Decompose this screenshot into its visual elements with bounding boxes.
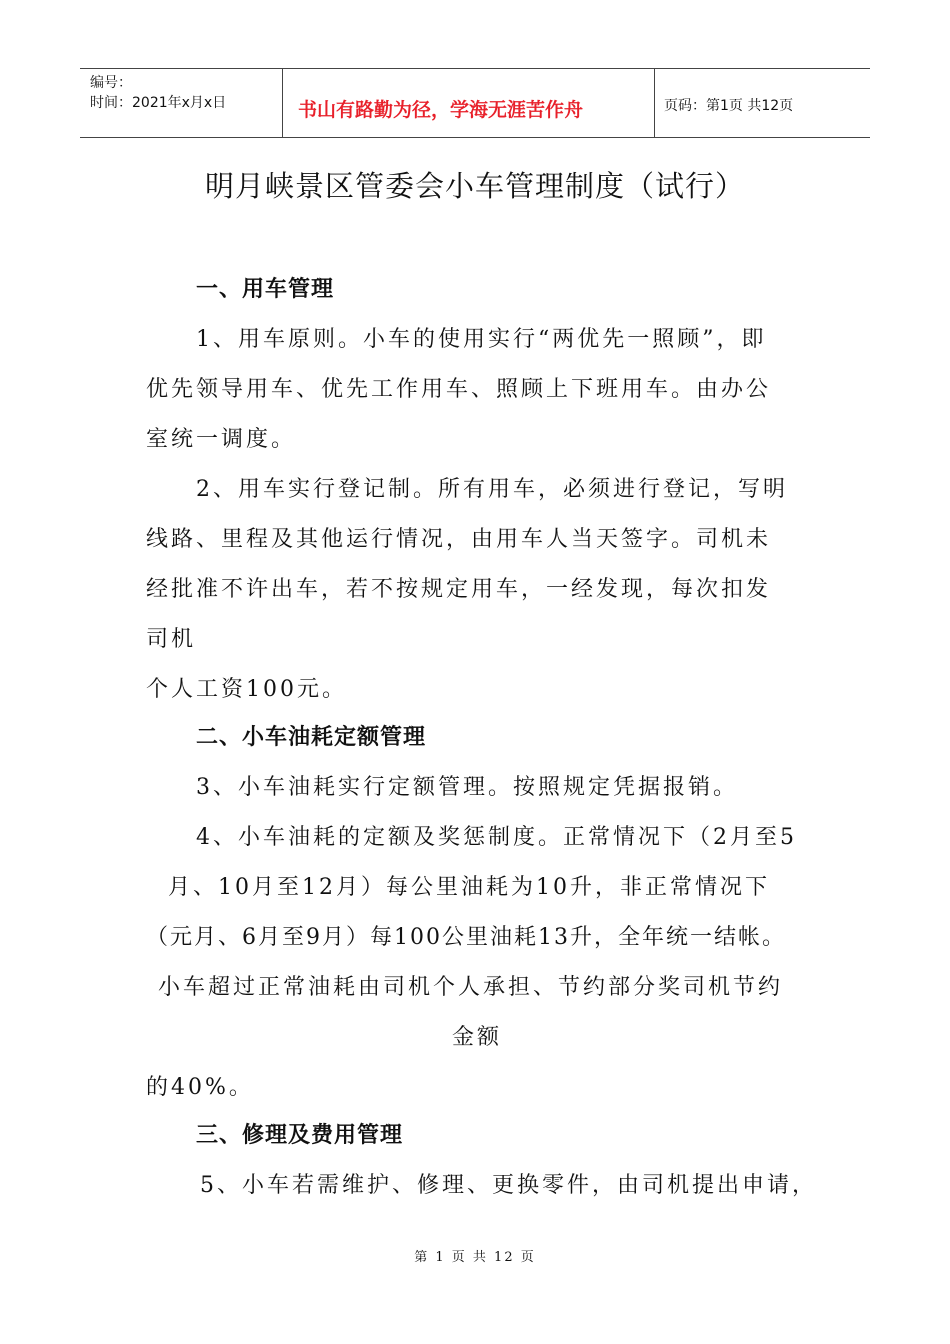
- header-motto-cell: [282, 69, 655, 137]
- paragraph-line: 1、用车原则。小车的使用实行“两优先一照顾”，即: [196, 327, 767, 352]
- paragraph-line: 小车超过正常油耗由司机个人承担、节约部分奖司机节约: [158, 975, 784, 1000]
- paragraph-line: 3、小车油耗实行定额管理。按照规定凭据报销。: [196, 775, 738, 800]
- section-heading-1: 一、用车管理: [196, 277, 335, 302]
- header-meta-cell: [80, 69, 283, 137]
- page-info: 页码：第1页 共12页: [664, 98, 794, 114]
- number-label: 编号：: [90, 75, 132, 91]
- paragraph-line: 5、小车若需维护、修理、更换零件，由司机提出申请，: [200, 1173, 817, 1198]
- paragraph-line: 金额: [452, 1025, 503, 1050]
- paragraph-line: 室统一调度。: [146, 427, 297, 452]
- paragraph-line: 2、用车实行登记制。所有用车，必须进行登记，写明: [196, 477, 788, 502]
- page-footer: 第 1 页 共 12 页: [414, 1250, 536, 1265]
- header-page-cell: [654, 69, 870, 137]
- paragraph-line: 4、小车油耗的定额及奖惩制度。正常情况下（2月至5: [196, 825, 797, 850]
- motto-text: 书山有路勤为径，学海无涯苦作舟: [298, 99, 584, 121]
- time-label: 时间：2021年x月x日: [90, 95, 227, 111]
- paragraph-line: （元月、6月至9月）每100公里油耗13升，全年统一结帐。: [146, 925, 786, 950]
- paragraph-line: 的40%。: [146, 1075, 254, 1100]
- paragraph-line: 月、10月至12月）每公里油耗为10升，非正常情况下: [168, 875, 770, 900]
- paragraph-line: 个人工资100元。: [146, 677, 347, 702]
- paragraph-line: 优先领导用车、优先工作用车、照顾上下班用车。由办公: [146, 377, 772, 402]
- page-title: 明月峡景区管委会小车管理制度（试行）: [204, 169, 745, 203]
- paragraph-line: 线路、里程及其他运行情况，由用车人当天签字。司机未: [146, 527, 772, 552]
- document-header: [80, 68, 870, 138]
- section-heading-2: 二、小车油耗定额管理: [196, 725, 427, 750]
- paragraph-line: 司机: [146, 627, 197, 652]
- section-heading-3: 三、修理及费用管理: [196, 1123, 404, 1148]
- paragraph-line: 经批准不许出车，若不按规定用车，一经发现，每次扣发: [146, 577, 772, 602]
